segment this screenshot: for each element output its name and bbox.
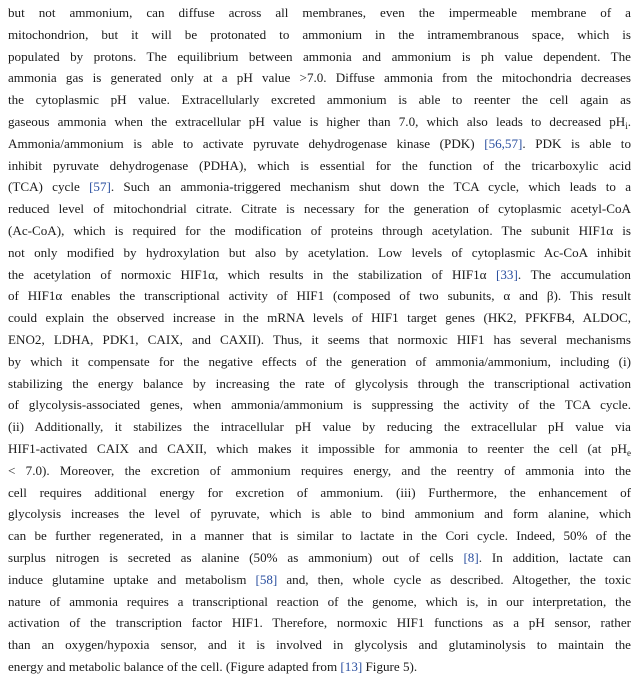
- text-segment: gaseous ammonia when the extracellular pH value is higher than 7.0, which also leads to decreased pH: [8, 113, 626, 129]
- text-line: the cytoplasmic pH value. Extracellularly excreted ammonium is able to reenter the cell again as: [8, 92, 631, 108]
- text-line: (Ac-CoA), which is required for the modification of proteins through acetylation. The subunit HIF1α is: [8, 222, 631, 238]
- text-line: [8, 176, 631, 198]
- text-segment: surplus nitrogen is secreted as alanine (50% as ammonium) out of cells: [8, 549, 464, 565]
- body-paragraph: [8, 2, 631, 678]
- text-line: stabilizing the energy balance by increasing the rate of glycolysis through the transcriptional activation: [8, 375, 631, 391]
- text-line: [8, 569, 631, 591]
- text-line: populated by protons. The equilibrium between ammonia and ammonium is ph value dependent. The: [8, 48, 631, 64]
- text-line: could explain the observed increase in the mRNA levels of HIF1 target genes (HK2, PFKFB4, ALDOC,: [8, 310, 631, 326]
- citation-link[interactable]: [8]: [463, 549, 479, 565]
- text-segment: .: [627, 113, 631, 129]
- text-line: [8, 656, 631, 678]
- text-segment: . In addition, lactate can: [478, 549, 631, 565]
- text-segment: the acetylation of normoxic HIF1α, which results in the stabilization of HIF1α: [8, 266, 496, 282]
- text-line: [8, 133, 631, 155]
- text-line: [8, 547, 631, 569]
- text-line: cell requires additional energy for excretion of ammonium. (iii) Furthermore, the enhancement of: [8, 484, 631, 500]
- subscript: e: [627, 447, 631, 458]
- subscript: i: [625, 120, 628, 131]
- text-line: ENO2, LDHA, PDK1, CAIX, and CAXII). Thus, it seems that normoxic HIF1 has several mechanisms: [8, 331, 631, 347]
- text-segment: . Such an ammonia-triggered mechanism shut down the TCA cycle, which leads to a: [110, 179, 632, 195]
- citation-link[interactable]: [58]: [255, 571, 278, 587]
- citation-link[interactable]: [33]: [496, 266, 518, 282]
- citation-link[interactable]: [56,57]: [484, 135, 523, 151]
- text-line: ammonia gas is generated only at a pH value >7.0. Diffuse ammonia from the mitochondria decreases: [8, 70, 631, 86]
- text-line: than an oxygen/hypoxia sensor, and it is involved in glycolysis and glutaminolysis to maintain the: [8, 637, 631, 653]
- text-line: not only modified by hydroxylation but also by acetylation. Low levels of cytoplasmic Ac-CoA inhibit: [8, 244, 631, 260]
- text-line: activation of the transcription factor HIF1. Therefore, normoxic HIF1 functions as a pH sensor, rather: [8, 615, 631, 631]
- text-line: [8, 111, 631, 133]
- text-segment: Ammonia/ammonium is able to activate pyruvate dehydrogenase kinase (PDK): [8, 135, 485, 151]
- text-line: of HIF1α enables the transcriptional activity of HIF1 (composed of two subunits, α and β). This result: [8, 288, 631, 304]
- citation-link[interactable]: [57]: [89, 179, 111, 195]
- text-line: nature of ammonia requires a transcriptional reaction of the genome, which is, in our interpretation, the: [8, 593, 631, 609]
- citation-link[interactable]: [13]: [340, 658, 363, 674]
- text-line: [8, 264, 631, 286]
- text-line: mitochondrion, but it will be protonated to ammonium in the intramembranous space, which is: [8, 26, 631, 42]
- text-line: inhibit pyruvate dehydrogenase (PDHA), which is essential for the function of the tricarboxylic acid: [8, 157, 631, 173]
- text-line: reduced level of mitochondrial citrate. Citrate is necessary for the generation of cytoplasmic acetyl-CoA: [8, 201, 631, 217]
- text-line: < 7.0). Moreover, the excretion of ammonium requires energy, and the reentry of ammonia into the: [8, 462, 631, 478]
- text-line: glycolysis increases the level of pyruvate, which is able to bind ammonium and form alanine, which: [8, 506, 631, 522]
- text-segment: . PDK is able to: [522, 135, 631, 151]
- text-line: of glycolysis-associated genes, when ammonia/ammonium is suppressing the activity of the TCA cycle.: [8, 397, 631, 413]
- text-segment: energy and metabolic balance of the cell. (Figure adapted from: [8, 658, 341, 674]
- text-line: can be further regenerated, in a manner that is similar to lactate in the Cori cycle. Indeed, 50% of the: [8, 528, 631, 544]
- text-segment: and, then, whole cycle as described. Altogether, the toxic: [277, 571, 631, 587]
- text-line: (ii) Additionally, it stabilizes the intracellular pH value by reducing the extracellular pH value via: [8, 419, 631, 435]
- text-line: [8, 438, 631, 460]
- text-segment: HIF1-activated CAIX and CAXII, which makes it impossible for ammonia to reenter the cell (at pH: [8, 440, 627, 456]
- text-segment: induce glutamine uptake and metabolism: [8, 571, 256, 587]
- text-segment: . The accumulation: [517, 266, 631, 282]
- text-line: but not ammonium, can diffuse across all membranes, even the impermeable membrane of a: [8, 5, 631, 20]
- text-line: by which it compensate for the negative effects of the generation of ammonia/ammonium, including (i): [8, 353, 631, 369]
- text-segment: (TCA) cycle: [8, 179, 90, 195]
- text-segment: Figure 5).: [362, 658, 418, 674]
